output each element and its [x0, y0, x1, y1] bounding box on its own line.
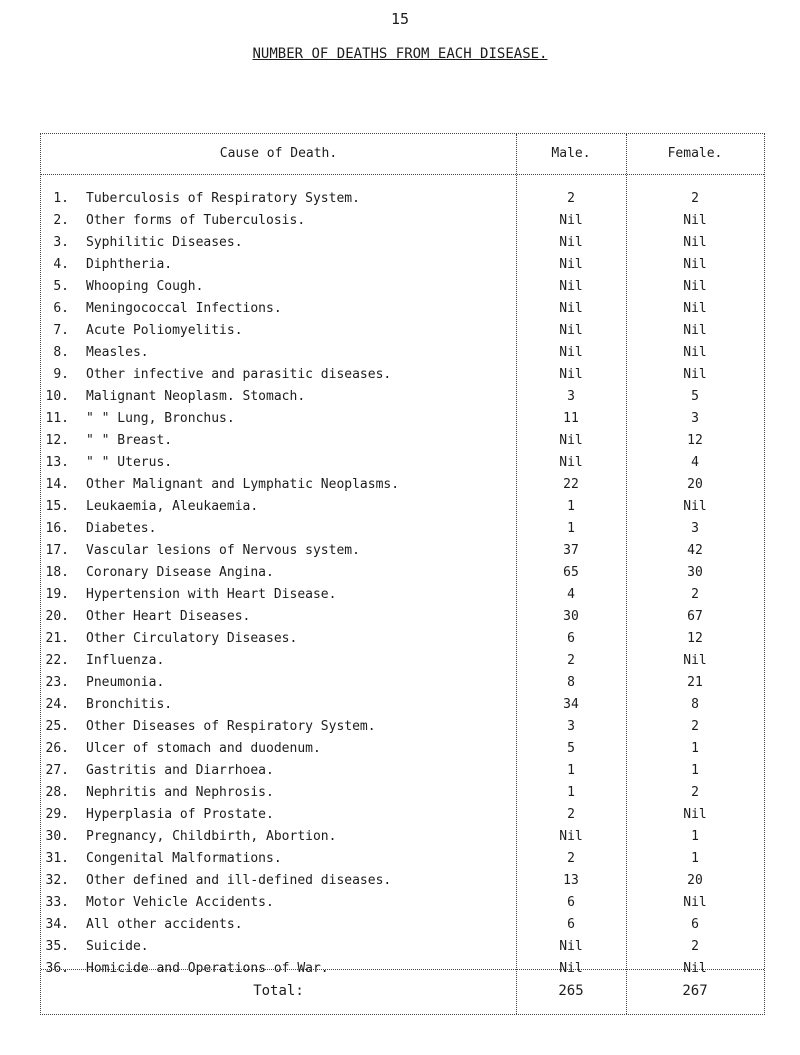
row-female: Nil — [683, 961, 707, 976]
table-row — [41, 870, 764, 892]
row-number: 13. — [45, 455, 69, 470]
table-row — [41, 738, 764, 760]
row-number: 31. — [45, 851, 69, 866]
table-row — [41, 782, 764, 804]
row-female: 4 — [691, 455, 699, 470]
table-header — [41, 134, 764, 174]
table-row — [41, 760, 764, 782]
row-number: 19. — [45, 587, 69, 602]
table-row — [41, 628, 764, 650]
row-male: 2 — [567, 191, 575, 206]
row-cause: Ulcer of stomach and duodenum. — [86, 741, 321, 756]
row-male: 2 — [567, 807, 575, 822]
row-number: 7. — [53, 323, 69, 338]
row-female: 20 — [687, 873, 703, 888]
table-row — [41, 298, 764, 320]
table-row — [41, 430, 764, 452]
row-cause: Diabetes. — [86, 521, 157, 536]
row-male: 1 — [567, 521, 575, 536]
page-title-text: NUMBER OF DEATHS FROM EACH DISEASE. — [252, 46, 548, 62]
table-row — [41, 320, 764, 342]
row-number: 27. — [45, 763, 69, 778]
row-female: Nil — [683, 323, 707, 338]
row-male: Nil — [559, 235, 583, 250]
row-female: 2 — [691, 719, 699, 734]
row-female: 1 — [691, 829, 699, 844]
row-female: 21 — [687, 675, 703, 690]
row-cause: Diphtheria. — [86, 257, 173, 272]
table-row — [41, 232, 764, 254]
row-cause: " " Uterus. — [86, 455, 173, 470]
row-cause: Motor Vehicle Accidents. — [86, 895, 274, 910]
row-number: 32. — [45, 873, 69, 888]
row-number: 16. — [45, 521, 69, 536]
total-label: Total: — [253, 983, 304, 999]
row-female: Nil — [683, 499, 707, 514]
table-row — [41, 914, 764, 936]
row-male: 65 — [563, 565, 579, 580]
page-title — [0, 46, 800, 62]
row-number: 3. — [53, 235, 69, 250]
row-cause: Vascular lesions of Nervous system. — [86, 543, 360, 558]
total-row — [41, 969, 764, 1014]
table-row — [41, 804, 764, 826]
row-number: 11. — [45, 411, 69, 426]
table-row — [41, 452, 764, 474]
row-male: Nil — [559, 455, 583, 470]
row-number: 22. — [45, 653, 69, 668]
row-female: 2 — [691, 191, 699, 206]
row-female: Nil — [683, 807, 707, 822]
table-row — [41, 342, 764, 364]
row-number: 33. — [45, 895, 69, 910]
row-female: 12 — [687, 433, 703, 448]
table-row — [41, 540, 764, 562]
row-number: 21. — [45, 631, 69, 646]
row-male: Nil — [559, 345, 583, 360]
table-row — [41, 694, 764, 716]
row-female: Nil — [683, 895, 707, 910]
row-female: 1 — [691, 763, 699, 778]
table-row — [41, 892, 764, 914]
table-row — [41, 672, 764, 694]
row-male: 22 — [563, 477, 579, 492]
row-number: 24. — [45, 697, 69, 712]
row-female: Nil — [683, 235, 707, 250]
table-row — [41, 188, 764, 210]
total-female: 267 — [682, 983, 708, 999]
row-cause: Measles. — [86, 345, 149, 360]
table-row — [41, 408, 764, 430]
row-number: 17. — [45, 543, 69, 558]
row-male: 37 — [563, 543, 579, 558]
row-number: 12. — [45, 433, 69, 448]
row-cause: Hypertension with Heart Disease. — [86, 587, 337, 602]
row-male: Nil — [559, 829, 583, 844]
header-female: Female. — [667, 146, 723, 161]
row-male: Nil — [559, 939, 583, 954]
row-cause: Congenital Malformations. — [86, 851, 282, 866]
row-cause: Bronchitis. — [86, 697, 173, 712]
row-female: 2 — [691, 939, 699, 954]
table-body — [41, 188, 764, 980]
row-male: 1 — [567, 785, 575, 800]
row-female: 8 — [691, 697, 699, 712]
row-male: Nil — [559, 367, 583, 382]
header-divider — [41, 174, 764, 175]
table-row — [41, 848, 764, 870]
row-number: 20. — [45, 609, 69, 624]
row-male: 5 — [567, 741, 575, 756]
row-female: 67 — [687, 609, 703, 624]
row-female: 3 — [691, 411, 699, 426]
row-cause: Other Malignant and Lymphatic Neoplasms. — [86, 477, 400, 492]
row-number: 29. — [45, 807, 69, 822]
row-cause: Influenza. — [86, 653, 165, 668]
deaths-table — [40, 133, 765, 1015]
row-number: 6. — [53, 301, 69, 316]
row-cause: Meningococcal Infections. — [86, 301, 282, 316]
row-male: Nil — [559, 961, 583, 976]
row-number: 26. — [45, 741, 69, 756]
row-male: 30 — [563, 609, 579, 624]
table-row — [41, 826, 764, 848]
row-number: 4. — [53, 257, 69, 272]
row-number: 8. — [53, 345, 69, 360]
row-female: 2 — [691, 785, 699, 800]
row-female: Nil — [683, 653, 707, 668]
table-row — [41, 496, 764, 518]
row-male: Nil — [559, 433, 583, 448]
row-female: 12 — [687, 631, 703, 646]
header-cause: Cause of Death. — [219, 146, 338, 161]
row-male: 3 — [567, 389, 575, 404]
table-row — [41, 210, 764, 232]
row-number: 34. — [45, 917, 69, 932]
row-cause: Other Heart Diseases. — [86, 609, 251, 624]
row-male: Nil — [559, 323, 583, 338]
row-cause: All other accidents. — [86, 917, 243, 932]
row-male: 1 — [567, 499, 575, 514]
row-male: 2 — [567, 851, 575, 866]
row-male: Nil — [559, 301, 583, 316]
table-row — [41, 936, 764, 958]
row-female: Nil — [683, 213, 707, 228]
table-row — [41, 606, 764, 628]
table-row — [41, 584, 764, 606]
row-female: Nil — [683, 257, 707, 272]
row-male: 4 — [567, 587, 575, 602]
row-cause: Pneumonia. — [86, 675, 165, 690]
row-number: 23. — [45, 675, 69, 690]
row-cause: " " Lung, Bronchus. — [86, 411, 235, 426]
row-cause: Other defined and ill-defined diseases. — [86, 873, 392, 888]
row-cause: Tuberculosis of Respiratory System. — [86, 191, 360, 206]
row-female: 5 — [691, 389, 699, 404]
row-cause: Homicide and Operations of War. — [86, 961, 329, 976]
row-cause: Nephritis and Nephrosis. — [86, 785, 274, 800]
row-male: 2 — [567, 653, 575, 668]
row-female: 6 — [691, 917, 699, 932]
row-male: 6 — [567, 917, 575, 932]
table-row — [41, 276, 764, 298]
row-female: 2 — [691, 587, 699, 602]
row-male: 6 — [567, 895, 575, 910]
row-male: Nil — [559, 279, 583, 294]
row-cause: Acute Poliomyelitis. — [86, 323, 243, 338]
table-row — [41, 474, 764, 496]
row-male: 1 — [567, 763, 575, 778]
row-number: 14. — [45, 477, 69, 492]
row-male: 13 — [563, 873, 579, 888]
row-cause: Hyperplasia of Prostate. — [86, 807, 274, 822]
row-number: 9. — [53, 367, 69, 382]
row-cause: Whooping Cough. — [86, 279, 204, 294]
row-female: 3 — [691, 521, 699, 536]
row-number: 15. — [45, 499, 69, 514]
row-male: 6 — [567, 631, 575, 646]
row-cause: Leukaemia, Aleukaemia. — [86, 499, 259, 514]
table-row — [41, 254, 764, 276]
row-number: 35. — [45, 939, 69, 954]
row-cause: Pregnancy, Childbirth, Abortion. — [86, 829, 337, 844]
row-number: 5. — [53, 279, 69, 294]
row-female: Nil — [683, 301, 707, 316]
row-cause: Other Diseases of Respiratory System. — [86, 719, 376, 734]
row-male: Nil — [559, 257, 583, 272]
row-cause: Other Circulatory Diseases. — [86, 631, 298, 646]
row-male: Nil — [559, 213, 583, 228]
row-female: Nil — [683, 367, 707, 382]
row-female: Nil — [683, 279, 707, 294]
page-number: 15 — [390, 10, 410, 28]
row-cause: Malignant Neoplasm. Stomach. — [86, 389, 306, 404]
row-male: 8 — [567, 675, 575, 690]
row-number: 1. — [53, 191, 69, 206]
row-cause: Other forms of Tuberculosis. — [86, 213, 306, 228]
total-male: 265 — [558, 983, 584, 999]
row-male: 34 — [563, 697, 579, 712]
row-cause: Suicide. — [86, 939, 149, 954]
row-number: 25. — [45, 719, 69, 734]
row-cause: Gastritis and Diarrhoea. — [86, 763, 274, 778]
row-female: 20 — [687, 477, 703, 492]
row-number: 18. — [45, 565, 69, 580]
table-row — [41, 716, 764, 738]
row-number: 36. — [45, 961, 69, 976]
table-row — [41, 562, 764, 584]
table-row — [41, 364, 764, 386]
row-female: 1 — [691, 741, 699, 756]
row-cause: Syphilitic Diseases. — [86, 235, 243, 250]
row-number: 10. — [45, 389, 69, 404]
row-male: 11 — [563, 411, 579, 426]
row-cause: Other infective and parasitic diseases. — [86, 367, 392, 382]
row-female: Nil — [683, 345, 707, 360]
row-cause: " " Breast. — [86, 433, 173, 448]
row-number: 30. — [45, 829, 69, 844]
row-number: 28. — [45, 785, 69, 800]
table-row — [41, 650, 764, 672]
row-female: 30 — [687, 565, 703, 580]
row-number: 2. — [53, 213, 69, 228]
table-row — [41, 386, 764, 408]
row-cause: Coronary Disease Angina. — [86, 565, 274, 580]
header-male: Male. — [551, 146, 591, 161]
row-female: 42 — [687, 543, 703, 558]
row-male: 3 — [567, 719, 575, 734]
row-female: 1 — [691, 851, 699, 866]
table-row — [41, 518, 764, 540]
